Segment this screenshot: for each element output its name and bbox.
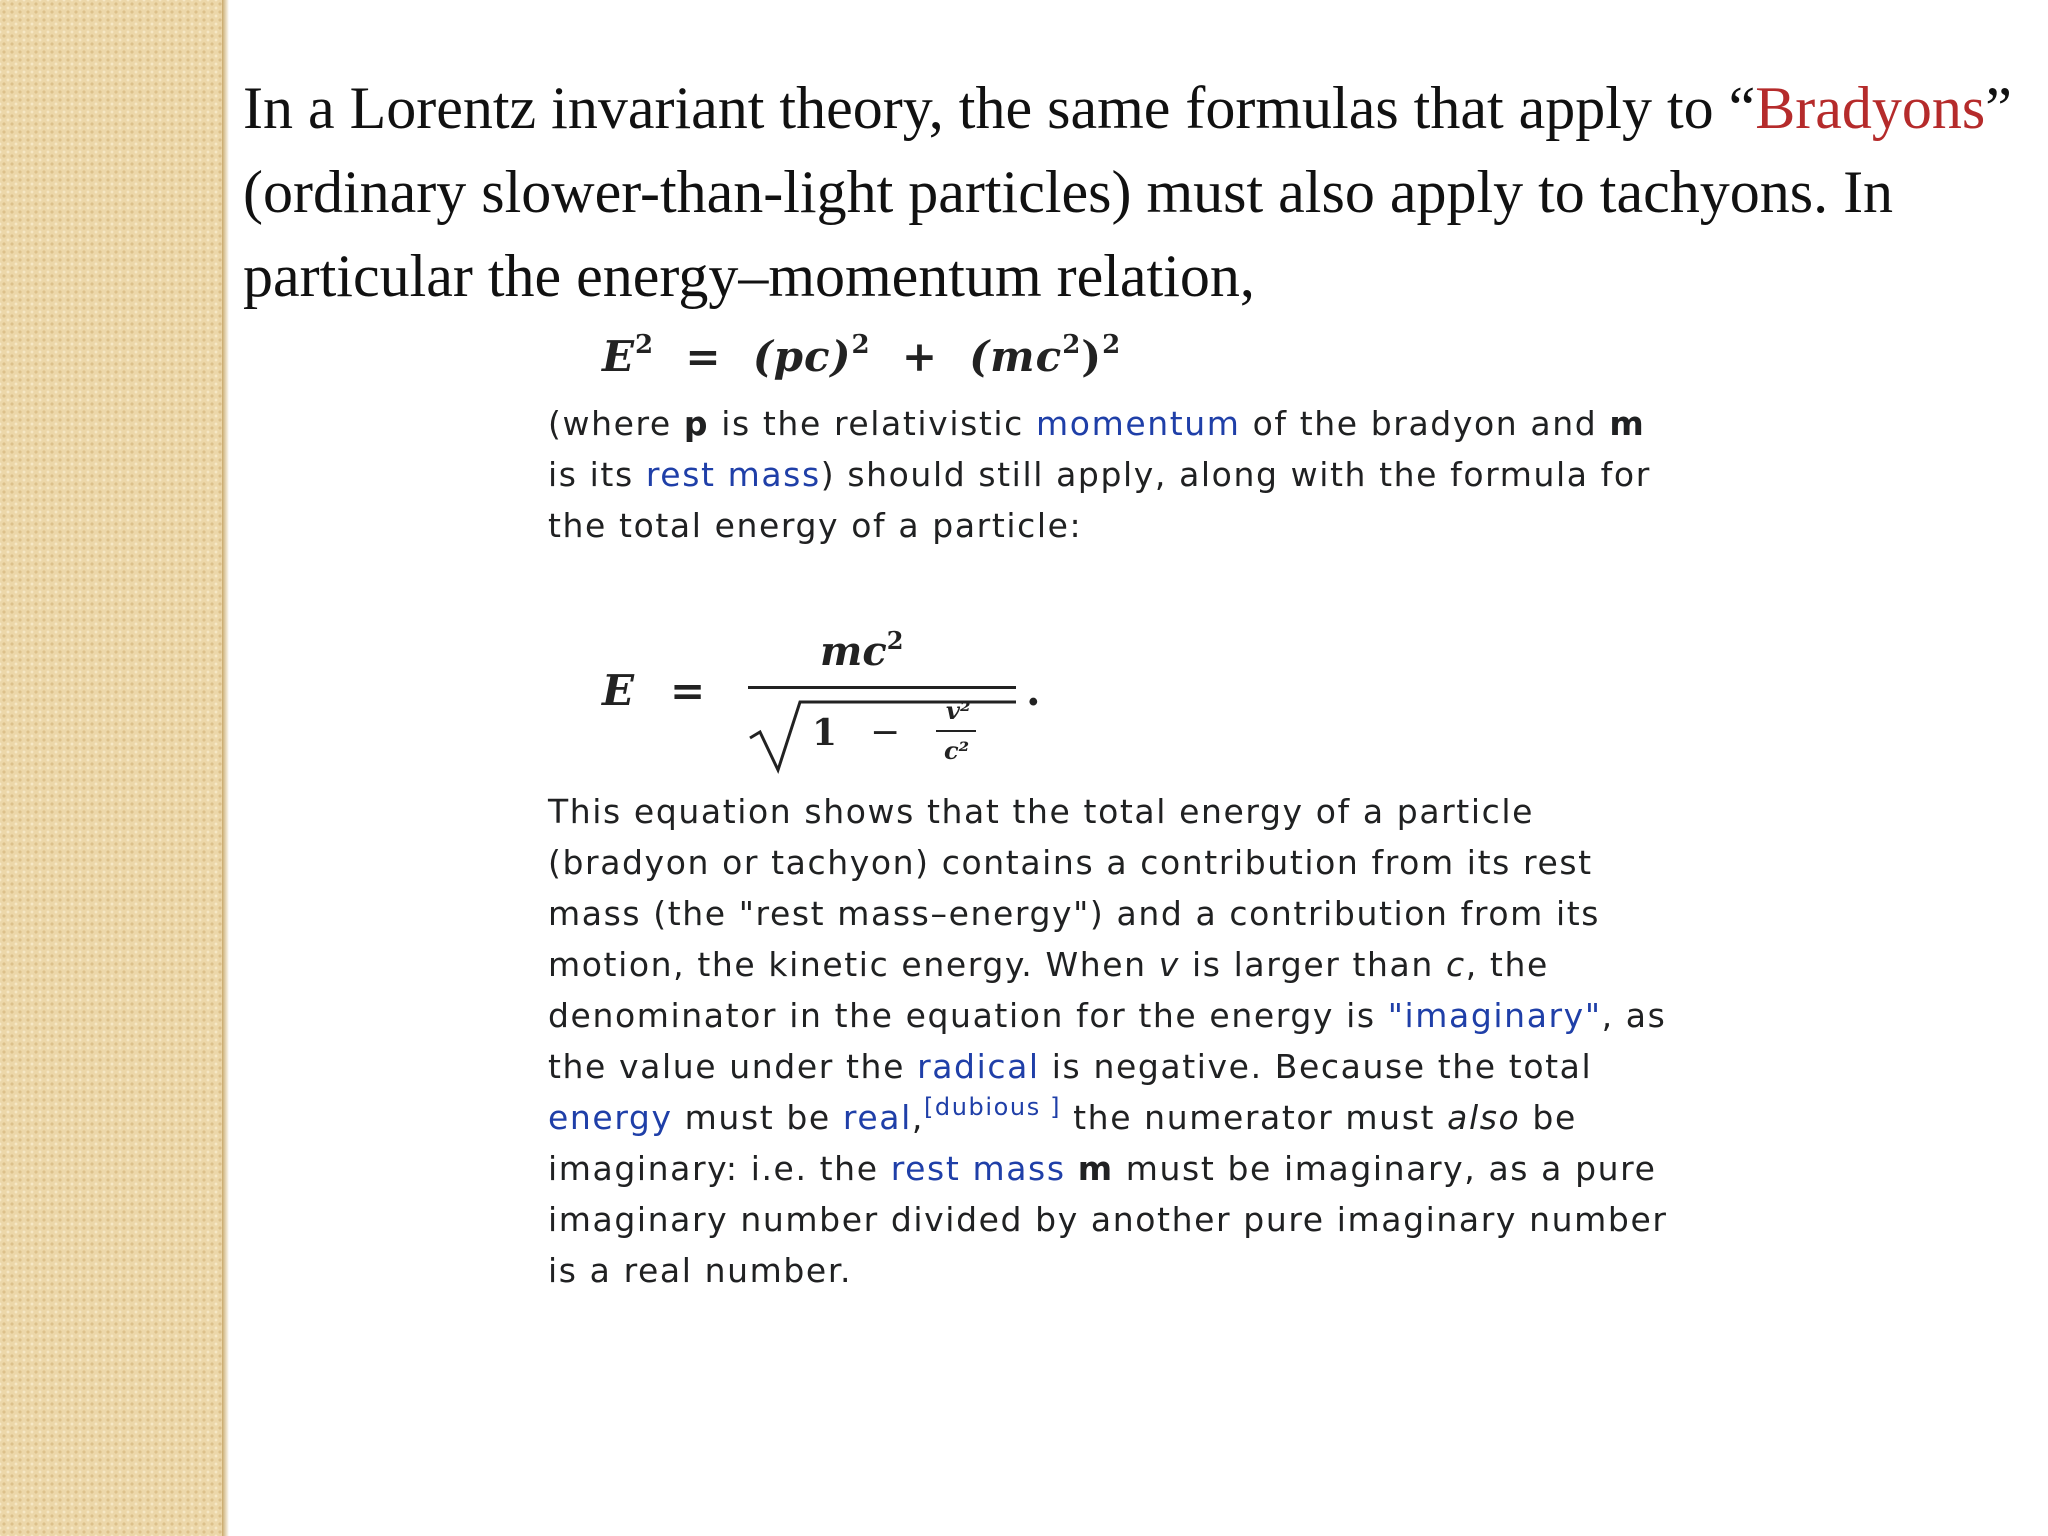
formula1-term-pc: (pc) — [752, 332, 852, 381]
formula2-period: . — [1026, 666, 1041, 715]
formula2-minus: − — [870, 712, 901, 753]
formula1-term-pc-exponent: 2 — [851, 330, 871, 360]
link-real[interactable]: real — [842, 1098, 912, 1137]
link-rest-mass[interactable]: rest mass — [645, 455, 821, 494]
link-momentum[interactable]: momentum — [1036, 404, 1241, 443]
headline-highlight-bradyons: Bradyons — [1755, 75, 1986, 141]
para1-text-3: of the bradyon and — [1240, 404, 1610, 443]
headline-text-before: In a Lorentz invariant theory, the same formulas that apply to “ — [243, 75, 1756, 141]
formula2-equals: = — [670, 666, 706, 715]
formula1-term-mc-exponent: 2 — [1102, 330, 1122, 360]
formula2-c-squared: c² — [944, 736, 970, 765]
formula1-lhs-exponent: 2 — [635, 330, 655, 360]
para2-text-2: is larger than — [1179, 945, 1446, 984]
link-energy[interactable]: energy — [548, 1098, 673, 1137]
headline-text-after: ” (ordinary slower-than-light particles) must also apply to tachyons. In particular the energy–momentum relation, — [243, 75, 2012, 309]
para2-text-10 — [1066, 1149, 1078, 1188]
para2-text-11: must be imaginary, as a pure imaginary number divided by another pure imaginary number is a real number. — [548, 1149, 1668, 1290]
para2-text-8: the numerator must — [1061, 1098, 1448, 1137]
energy-momentum-formula — [602, 332, 1121, 381]
formula1-term-mc-close: ) — [1081, 332, 1103, 381]
para1-text-4: is its — [548, 455, 646, 494]
dubious-tag-link[interactable]: [dubious ] — [923, 1093, 1062, 1121]
para1-text-1: (where — [548, 404, 684, 443]
para2-text-9: be imaginary: i.e. the — [548, 1098, 1577, 1188]
side-strip-edge — [222, 0, 229, 1536]
formula1-term-mc: (mc — [969, 332, 1063, 381]
para2-text-4: , as the value under the — [548, 996, 1667, 1086]
formula2-numerator — [820, 628, 903, 675]
formula1-lhs: E — [602, 332, 636, 381]
decorative-side-strip — [0, 0, 222, 1536]
formula2-numerator-base: mc — [820, 628, 887, 675]
para1-text-2: is the relativistic — [709, 404, 1037, 443]
para2-italic-v: v — [1158, 945, 1180, 984]
link-radical[interactable]: radical — [917, 1047, 1040, 1086]
formula1-term-mc-inner-exponent: 2 — [1062, 330, 1082, 360]
para2-text-7: , — [911, 1098, 924, 1137]
para1-bold-m: m — [1609, 404, 1646, 443]
para2-italic-c: c — [1445, 945, 1466, 984]
para2-italic-also: also — [1447, 1098, 1521, 1137]
wikipedia-clipping — [540, 326, 1670, 1456]
formula1-equals: = — [685, 332, 722, 381]
para2-text-5: is negative. Because the total — [1039, 1047, 1593, 1086]
para1-bold-p: p — [683, 404, 710, 443]
para2-bold-m: m — [1077, 1149, 1114, 1188]
formula1-plus: + — [901, 332, 939, 381]
paragraph-relation-explanation — [548, 398, 1668, 551]
formula2-one: 1 — [812, 712, 838, 754]
formula2-lhs: E — [602, 666, 635, 715]
paragraph-energy-explanation — [548, 786, 1668, 1296]
link-rest-mass-2[interactable]: rest mass — [890, 1149, 1066, 1188]
slide-headline — [243, 66, 2033, 318]
formula2-inner-fraction-bar — [936, 730, 976, 732]
para2-text-6: must be — [672, 1098, 843, 1137]
link-imaginary[interactable]: "imaginary" — [1387, 996, 1602, 1035]
formula2-fraction-bar — [748, 686, 1016, 689]
para2-text-3: , the denominator in the equation for the energy is — [548, 945, 1549, 1035]
para2-text-1: This equation shows that the total energy of a particle (bradyon or tachyon) contains a contribution from its rest mass (the "rest mass–energy") and a contribution from its motion, the kinetic energy. When — [548, 792, 1601, 984]
formula2-v-squared: v² — [946, 696, 971, 725]
para1-text-5: ) should still apply, along with the formula for the total energy of a particle: — [548, 455, 1651, 545]
formula2-numerator-exponent: 2 — [886, 626, 904, 655]
